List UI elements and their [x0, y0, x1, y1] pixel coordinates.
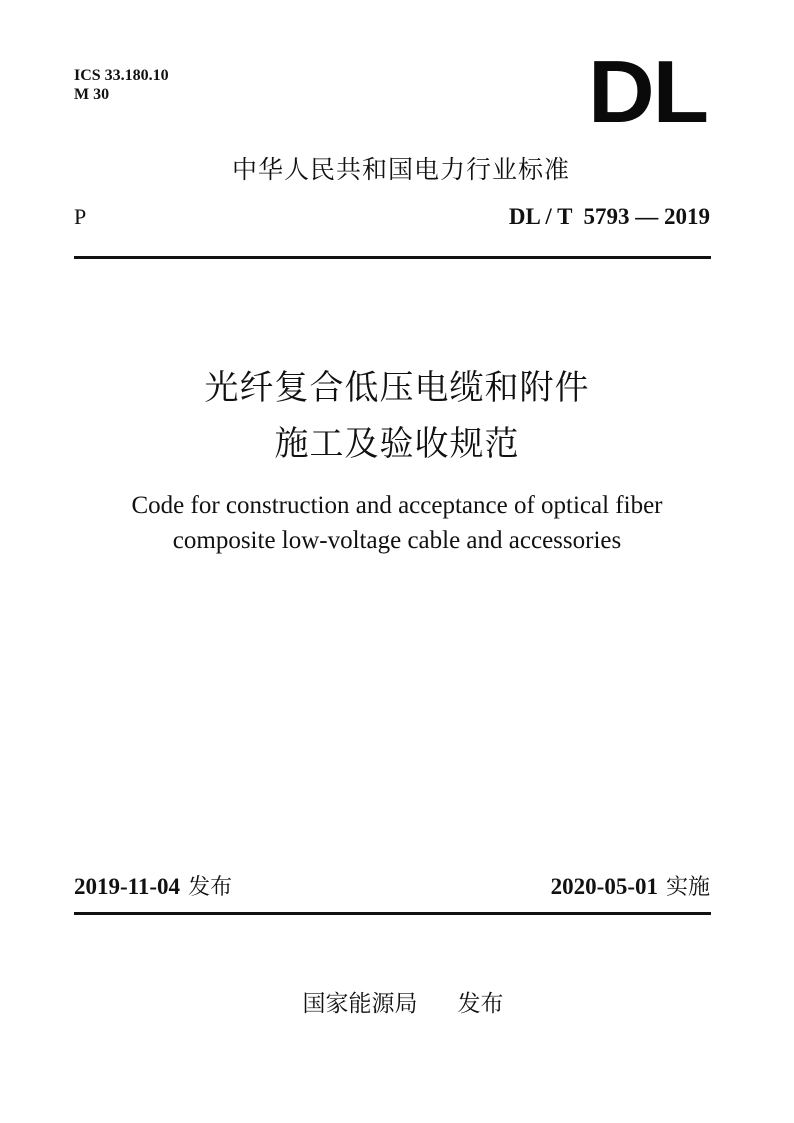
- standard-body-title: 中华人民共和国电力行业标准: [231, 155, 570, 184]
- footer-divider: [74, 912, 711, 915]
- title-zh-line1: 光纤复合低压电缆和附件: [204, 368, 590, 408]
- header-divider: [74, 256, 711, 259]
- implement-date: 2020-05-01: [550, 874, 658, 899]
- issue-date: 2019-11-04: [74, 874, 181, 899]
- issuer-action: 发布: [457, 991, 504, 1017]
- dl-logo: DL: [588, 42, 707, 141]
- ics-code: ICS 33.180.10: [74, 67, 169, 84]
- issuer-name: 国家能源局: [302, 991, 418, 1017]
- implement-label: 实施: [665, 875, 710, 900]
- implement-date-block: [551, 873, 710, 902]
- issue-date-block: [74, 873, 232, 902]
- title-en-line2: composite low-voltage cable and accessories: [172, 527, 622, 554]
- issue-label: 发布: [188, 875, 233, 900]
- title-zh-line2: 施工及验收规范: [274, 424, 520, 464]
- classification-codes: [74, 66, 169, 104]
- ccs-code: M 30: [74, 86, 110, 103]
- standard-number: DL / T 5793 — 2019: [508, 204, 710, 229]
- title-en-line1: Code for construction and acceptance of optical fiber: [131, 492, 663, 519]
- classification-letter: P: [74, 204, 87, 229]
- issuer-block: [0, 990, 794, 1018]
